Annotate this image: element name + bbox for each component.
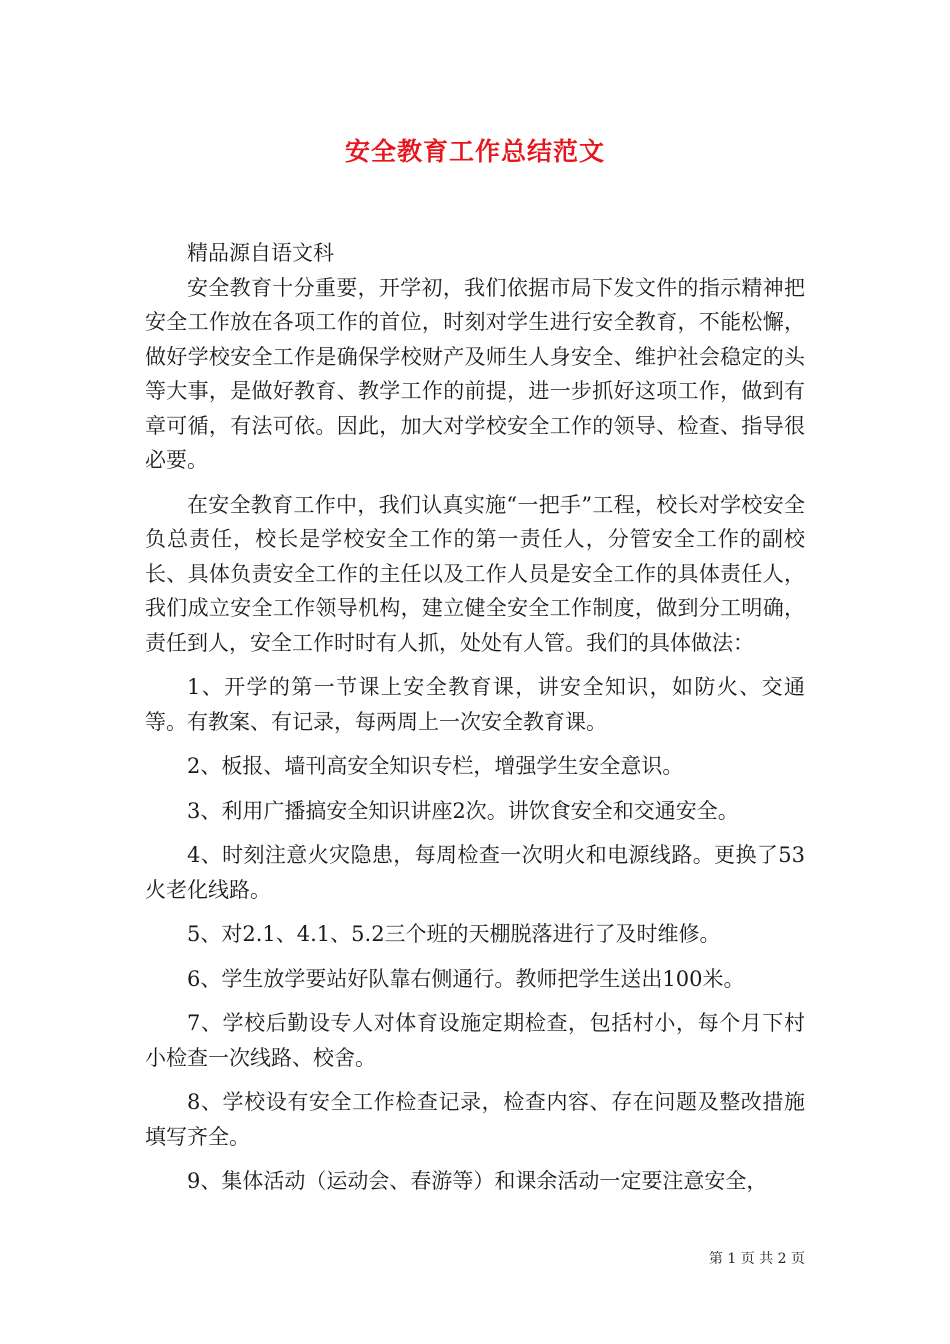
list-item-2: 2、板报、墙刊高安全知识专栏，增强学生安全意识。 xyxy=(187,754,684,778)
list-item-5: 5、对2.1、4.1、5.2三个班的天棚脱落进行了及时维修。 xyxy=(187,922,721,946)
paragraph-gap xyxy=(145,784,805,794)
paragraph-gap xyxy=(145,907,805,917)
page-number: 第 1 页 共 2 页 xyxy=(708,1251,805,1267)
paragraph-gap xyxy=(145,996,805,1006)
list-item-8: 8、学校设有安全工作检查记录，检查内容、存在问题及整改措施填写齐全。 xyxy=(145,1090,805,1149)
paragraph-gap xyxy=(145,1075,805,1085)
list-item-3: 3、利用广播搞安全知识讲座2次。讲饮食安全和交通安全。 xyxy=(187,798,739,823)
list-item-6: 6、学生放学要站好队靠右侧通行。教师把学生送出100米。 xyxy=(187,966,745,991)
paragraph-gap xyxy=(145,739,805,749)
paragraph-intro: 安全教育十分重要，开学初，我们依据市局下发文件的指示精神把安全工作放在各项工作的首位，时刻对学生进行安全教育，不能松懈，做好学校安全工作是确保学校财产及师生人身安全、维护社会稳定的头等大事，是做好教育、教学工作的前提，进一步抓好这项工作，做到有章可循，有法可依。因此，加大对学校安全工作的领导、检查、指导很必要。 xyxy=(145,275,805,472)
source-line: 精品源自语文科 xyxy=(187,241,334,265)
list-item-9: 9、集体活动（运动会、春游等）和课余活动一定要注意安全， xyxy=(187,1169,768,1193)
paragraph-gap xyxy=(145,660,805,670)
document-body xyxy=(145,236,805,1199)
list-item-1: 1、开学的第一节课上安全教育课，讲安全知识，如防火、交通等。有教案、有记录，每两周上一次安全教育课。 xyxy=(145,675,805,734)
list-item-7: 7、学校后勤设专人对体育设施定期检查，包括村小，每个月下村小检查一次线路、校舍。 xyxy=(145,1011,805,1070)
list-item-4: 4、时刻注意火灾隐患，每周检查一次明火和电源线路。更换了53火老化线路。 xyxy=(145,843,805,902)
paragraph-responsibility: 在安全教育工作中，我们认真实施“一把手”工程，校长对学校安全负总责任，校长是学校安全工作的第一责任人，分管安全工作的副校长、具体负责安全工作的主任以及工作人员是安全工作的具体责任人，我们成立安全工作领导机构，建立健全安全工作制度，做到分工明确，责任到人，安全工作时时有人抓，处处有人管。我们的具体做法： xyxy=(145,492,805,655)
paragraph-gap xyxy=(145,1154,805,1164)
paragraph-gap xyxy=(145,478,805,488)
paragraph-gap xyxy=(145,828,805,838)
document-title: 安全教育工作总结范文 xyxy=(344,137,605,166)
paragraph-gap xyxy=(145,952,805,962)
